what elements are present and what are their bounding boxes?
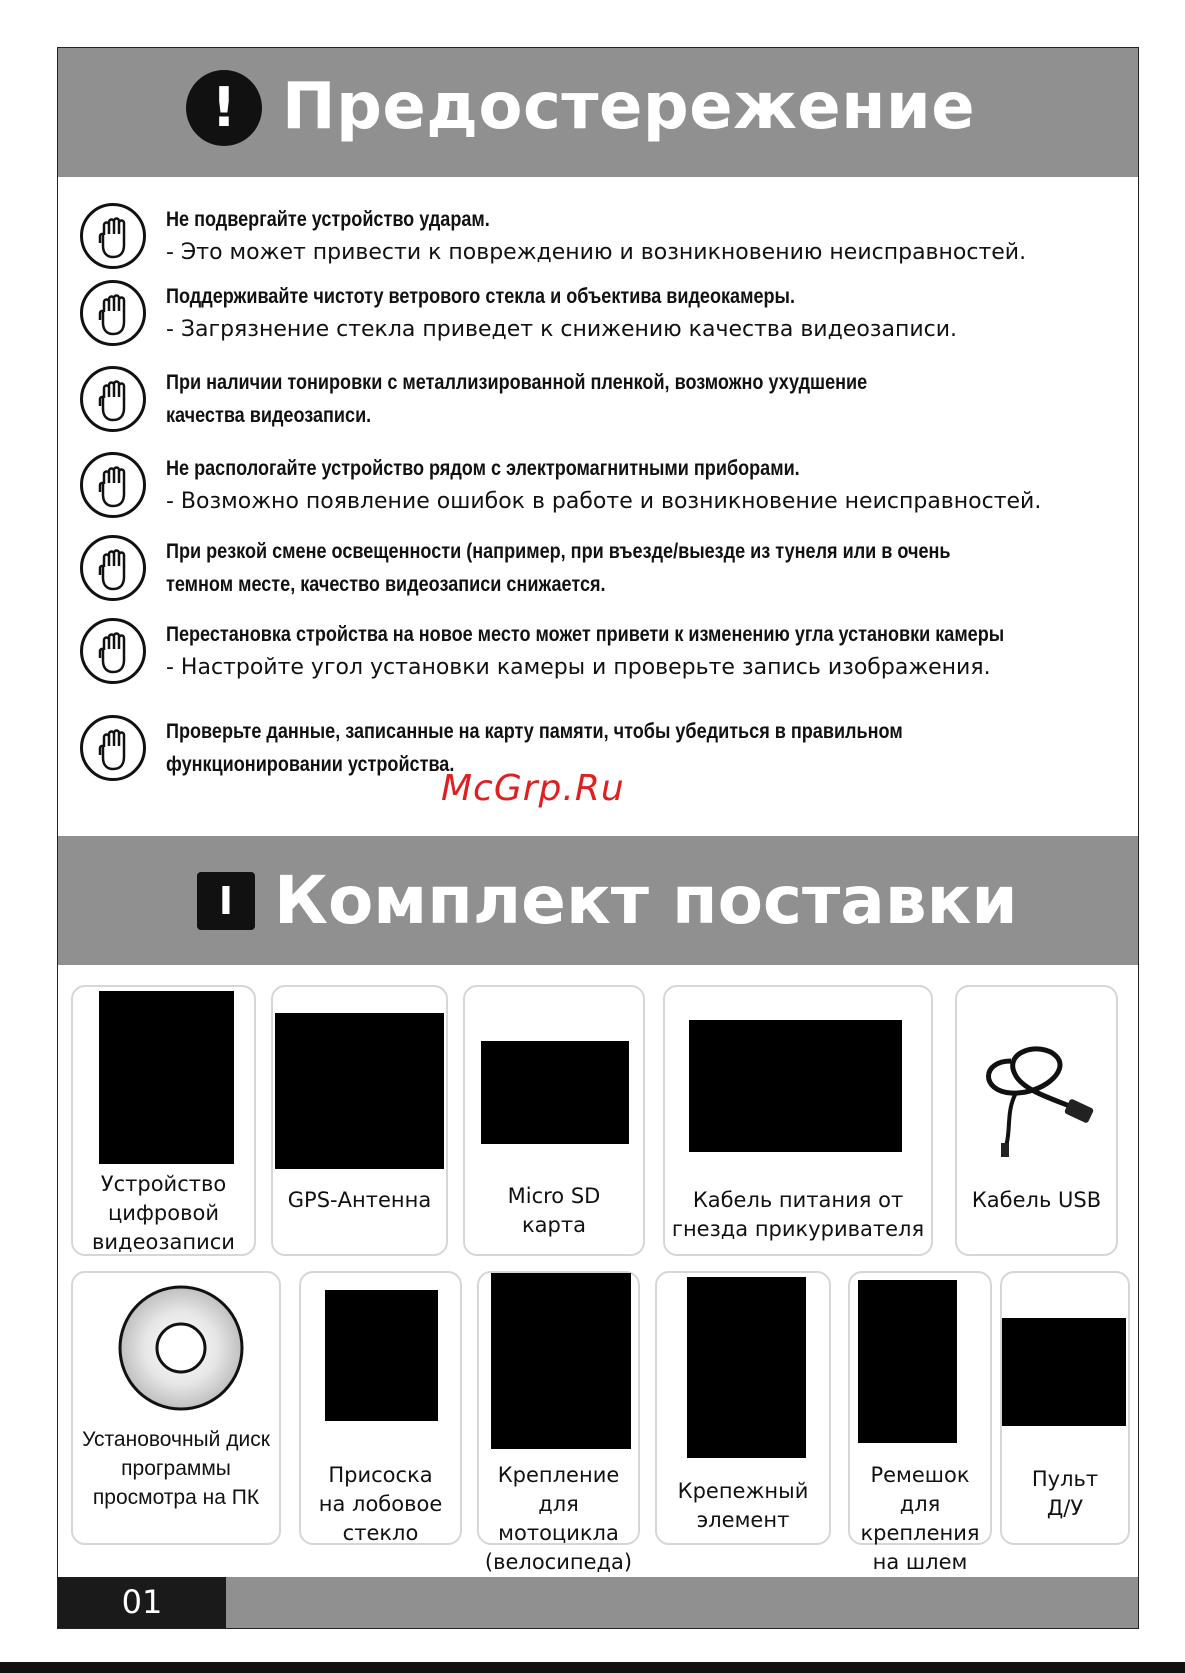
package-item-usb	[955, 985, 1118, 1256]
usb-cable-icon	[971, 1031, 1101, 1161]
package-item-car-cable	[663, 985, 933, 1256]
item-label: Пульт Д/У	[1031, 1467, 1099, 1520]
warning-detail: - Возможно появление ошибок в работе и возникновение неисправностей.	[166, 489, 1042, 514]
gps-photo	[275, 1013, 444, 1169]
stop-hand-icon	[80, 203, 146, 269]
item-label: Устройство цифровой видеозаписи	[92, 1172, 235, 1254]
manual-page	[57, 47, 1139, 1629]
watermark: McGrp.Ru	[441, 768, 625, 809]
bottom-edge	[0, 1662, 1185, 1673]
strap-photo	[858, 1280, 957, 1443]
stop-hand-icon	[80, 280, 146, 346]
item-label: Крепежный элемент	[677, 1479, 809, 1532]
warning-heading: Не подвергайте устройство ударам.	[166, 208, 490, 231]
package-item-moto-mount	[477, 1271, 640, 1574]
package-item-fastener	[655, 1271, 831, 1545]
package-item-remote	[1000, 1271, 1130, 1545]
warning-detail: - Это может привести к повреждению и возникновению неисправностей.	[166, 240, 1027, 265]
item-label: Присоска на лобовое стекло	[318, 1463, 443, 1545]
dvr-photo	[99, 991, 234, 1164]
item-label: Кабель питания от гнезда прикуривателя	[671, 1188, 925, 1241]
disc-icon	[117, 1284, 245, 1412]
warning-heading: При резкой смене освещенности (например, при въезде/выезде из тунеля или в очень темном месте, качество видеозаписи снижается.	[166, 540, 951, 596]
package-item-dvr	[71, 985, 256, 1256]
warning-heading: Не распологайте устройство рядом с электромагнитными приборами.	[166, 457, 800, 480]
fastener-photo	[687, 1277, 806, 1458]
section-number: I	[197, 872, 255, 930]
item-label: Micro SD карта	[507, 1184, 601, 1237]
suction-photo	[325, 1290, 438, 1421]
package-item-gps	[271, 985, 448, 1256]
warning-detail: - Настройте угол установки камеры и проверьте запись изображения.	[166, 655, 991, 680]
item-label: Установочный диск программы просмотра на ПК	[82, 1428, 270, 1509]
page-number: 01	[58, 1577, 226, 1628]
warning-heading: Проверьте данные, записанные на карту памяти, чтобы убедиться в правильном функционировании устройства.	[166, 720, 903, 776]
item-label: Кабель USB	[971, 1188, 1102, 1212]
item-label: GPS-Антенна	[287, 1188, 432, 1212]
warning-heading: Перестановка стройства на новое место может привети к изменению угла установки камеры	[166, 623, 1005, 646]
stop-hand-icon	[80, 715, 146, 781]
package-item-sd	[463, 985, 645, 1256]
stop-hand-icon	[80, 366, 146, 432]
item-label: Крепление для мотоцикла (велосипеда)	[484, 1463, 633, 1574]
warning-title: Предостережение	[282, 70, 976, 144]
item-label: Ремешок для крепления на шлем	[860, 1463, 980, 1574]
package-item-suction	[299, 1271, 462, 1545]
remote-photo	[1002, 1318, 1126, 1426]
stop-hand-icon	[80, 452, 146, 518]
stop-hand-icon	[80, 535, 146, 601]
stop-hand-icon	[80, 618, 146, 684]
package-title: Комплект поставки	[274, 862, 1018, 939]
warning-banner	[58, 48, 1138, 177]
package-item-disc	[71, 1271, 281, 1545]
warning-detail: - Загрязнение стекла приведет к снижению качества видеозаписи.	[166, 317, 958, 342]
moto-mount-photo	[491, 1273, 631, 1449]
warning-heading: При наличии тонировки с металлизированной пленкой, возможно ухудшение качества видеозаписи.	[166, 371, 868, 427]
sd-photo	[481, 1041, 629, 1144]
exclamation-icon: !	[186, 70, 262, 146]
package-item-strap	[848, 1271, 992, 1574]
package-banner	[58, 836, 1138, 965]
warning-heading: Поддерживайте чистоту ветрового стекла и объектива видеокамеры.	[166, 285, 795, 308]
car-cable-photo	[689, 1020, 902, 1152]
